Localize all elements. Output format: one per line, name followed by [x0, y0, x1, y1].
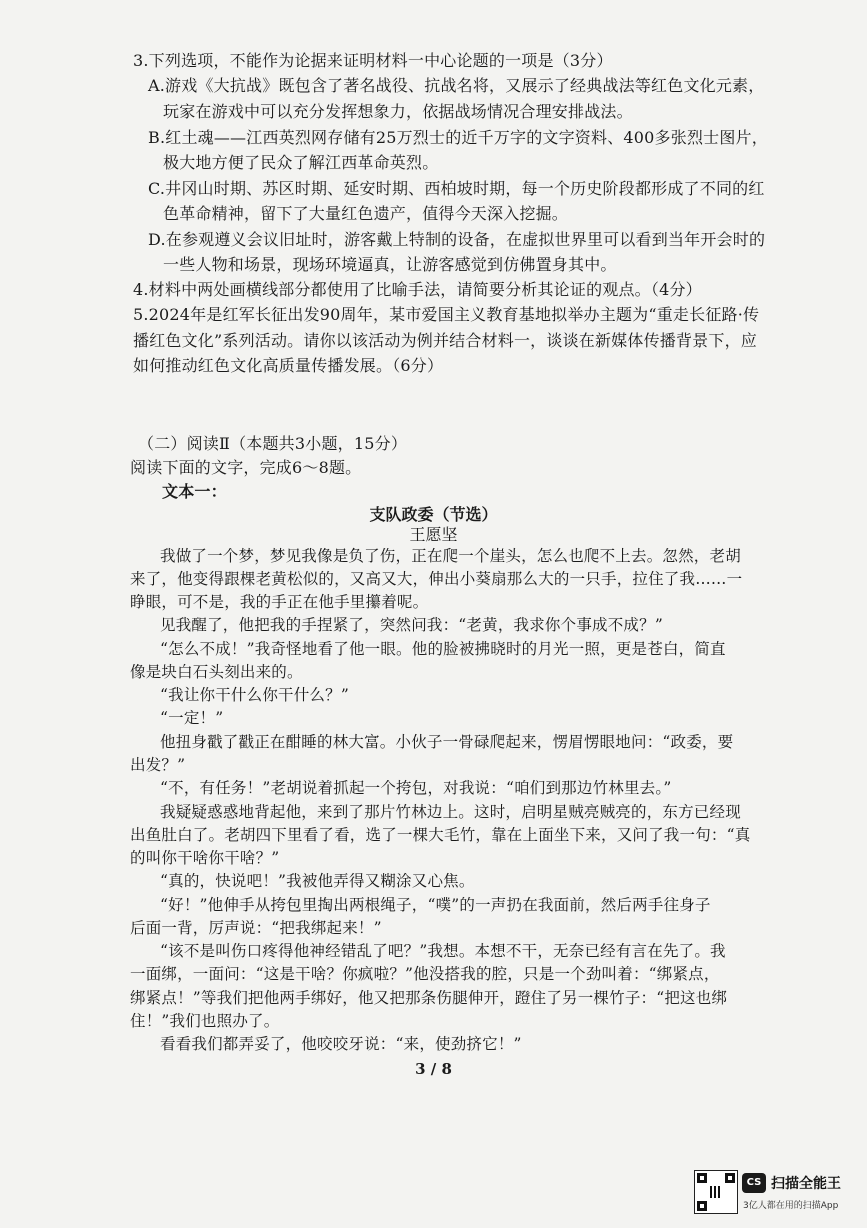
passage-line: “好！”他伸手从挎包里掏出两根绳子，“噗”的一声扔在我面前，然后两手往身子: [160, 896, 711, 914]
passage-line: 像是块白石头刻出来的。: [130, 663, 303, 681]
passage-line: 绑紧点！”等我们把他两手绑好，他又把那条伤腿伸开，蹬住了另一棵竹子：“把这也绑: [130, 989, 728, 1007]
question-3: 3.下列选项，不能作为论据来证明材料一中心论题的一项是（3分）: [133, 51, 613, 70]
option-d-line-1: D.在参观遵义会议旧址时，游客戴上特制的设备，在虚拟世界里可以看到当年开会时的: [148, 230, 766, 249]
passage-line: “我让你干什么你干什么？”: [160, 686, 349, 704]
passage-author: 王愿坚: [409, 525, 458, 544]
passage-line: “怎么不成！”我奇怪地看了他一眼。他的脸被拂晓时的月光一照，更是苍白，简直: [160, 640, 726, 658]
passage-line: 一面绑，一面问：“这是干啥？你疯啦？”他没搭我的腔，只是一个劲叫着：“绑紧点，: [130, 965, 720, 983]
passage-line: 看看我们都弄妥了，他咬咬牙说：“来，使劲挤它！”: [160, 1035, 522, 1053]
passage-line: “真的，快说吧！”我被他弄得又糊涂又心焦。: [160, 872, 475, 890]
passage-title: 支队政委（节选）: [369, 505, 498, 524]
question-5-line-3: 如何推动红色文化高质量传播发展。（6分）: [133, 356, 444, 375]
passage-line: “不，有任务！”老胡说着抓起一个挎包，对我说：“咱们到那边竹林里去。”: [160, 779, 672, 797]
passage-line: 来了，他变得跟棵老黄松似的，又高又大，伸出小葵扇那么大的一只手，拉住了我……一: [130, 570, 743, 588]
app-watermark-name: 扫描全能王: [771, 1176, 841, 1192]
camscanner-logo-icon: CS: [742, 1173, 766, 1193]
passage-line: 出发？”: [130, 756, 186, 774]
question-4: 4.材料中两处画横线部分都使用了比喻手法，请简要分析其论证的观点。（4分）: [133, 280, 702, 299]
page-number: 3 / 8: [415, 1060, 452, 1078]
question-5-line-1: 5.2024年是红军长征出发90周年，某市爱国主义教育基地拟举办主题为“重走长征路·传: [133, 305, 760, 324]
option-b-line-1: B.红土魂——江西英烈网存储有25万烈士的近千万字的文字资料、400多张烈士图片，: [148, 128, 768, 147]
qr-code-icon: [694, 1170, 738, 1214]
text-label: 文本一：: [162, 482, 227, 501]
option-c-line-1: C.井冈山时期、苏区时期、延安时期、西柏坡时期，每一个历史阶段都形成了不同的红: [148, 179, 765, 198]
passage-line: “该不是叫伤口疼得他神经错乱了吧？”我想。本想不干，无奈已经有言在先了。我: [160, 942, 726, 960]
passage-line: “一定！”: [160, 709, 224, 727]
option-c-line-2: 色革命精神，留下了大量红色遗产，值得今天深入挖掘。: [163, 204, 569, 223]
section-heading: （二）阅读Ⅱ（本题共3小题，15分）: [138, 434, 408, 453]
passage-line: 睁眼，可不是，我的手正在他手里攥着呢。: [130, 593, 429, 611]
question-5-line-2: 播红色文化”系列活动。请你以该活动为例并结合材料一，谈谈在新媒体传播背景下，应: [133, 331, 757, 350]
passage-line: 我疑疑惑惑地背起他，来到了那片竹林边上。这时，启明星贼亮贼亮的，东方已经现: [160, 803, 741, 821]
passage-line: 住！”我们也照办了。: [130, 1012, 280, 1030]
option-b-line-2: 极大地方便了民众了解江西革命英烈。: [163, 153, 439, 172]
option-d-line-2: 一些人物和场景，现场环境逼真，让游客感觉到仿佛置身其中。: [163, 255, 617, 274]
passage-line: 的叫你干啥你干啥？”: [130, 849, 280, 867]
passage-line: 见我醒了，他把我的手捏紧了，突然问我：“老黄，我求你个事成不成？”: [160, 616, 663, 634]
option-a-line-1: A.游戏《大抗战》既包含了著名战役、抗战名将，又展示了经典战法等红色文化元素，: [148, 76, 765, 95]
section-instruction: 阅读下面的文字，完成6～8题。: [130, 458, 362, 477]
option-a-line-2: 玩家在游戏中可以充分发挥想象力，依据战场情况合理安排战法。: [163, 102, 633, 121]
passage-line: 后面一背，厉声说：“把我绑起来！”: [130, 919, 382, 937]
app-watermark-tagline: 3亿人都在用的扫描App: [743, 1201, 839, 1211]
passage-line: 我做了一个梦，梦见我像是负了伤，正在爬一个崖头，怎么也爬不上去。忽然，老胡: [160, 547, 741, 565]
passage-line: 他扭身戳了戳正在酣睡的林大富。小伙子一骨碌爬起来，愣眉愣眼地问：“政委，要: [160, 733, 734, 751]
passage-line: 出鱼肚白了。老胡四下里看了看，选了一棵大毛竹，靠在上面坐下来，又问了我一句：“真: [130, 826, 751, 844]
